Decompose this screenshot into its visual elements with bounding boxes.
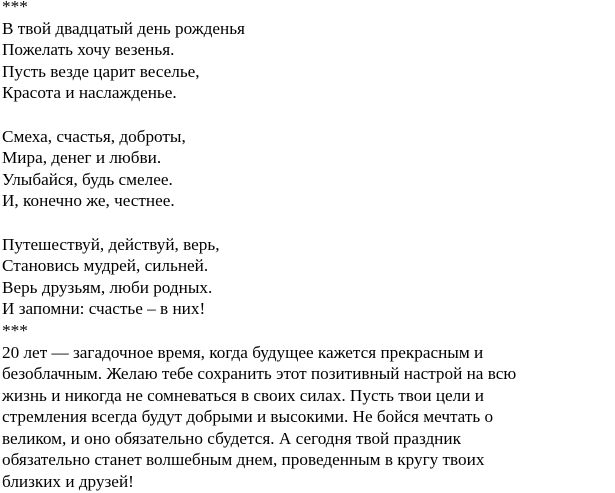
poem-line: И, конечно же, честнее.	[2, 191, 175, 211]
prose-paragraph	[2, 342, 562, 493]
poem-line: В твой двадцатый день рожденья	[2, 18, 245, 38]
poem-line: Путешествуй, действуй, верь,	[2, 234, 220, 254]
poem-line: Красота и наслажденье.	[2, 83, 177, 103]
document-body	[2, 0, 608, 493]
stanza-gap	[2, 212, 608, 234]
poem-line: Улыбайся, будь смелее.	[2, 169, 173, 189]
separator-bottom: ***	[2, 320, 28, 340]
poem-stanza-2	[2, 126, 608, 212]
prose-line: 20 лет — загадочное время, когда будущее кажется прекрасным и	[2, 342, 484, 362]
poem-stanza-3	[2, 234, 608, 320]
prose-line: близких и друзей!	[2, 472, 134, 492]
prose-line: жизнь и никогда не сомневаться в своих силах. Пусть твои цели и	[2, 385, 484, 405]
poem-line: Пусть везде царит веселье,	[2, 61, 200, 81]
prose-line: обязательно станет волшебным днем, проведенным в кругу твоих	[2, 450, 485, 470]
poem-line: Смеха, счастья, доброты,	[2, 126, 186, 146]
stanza-gap	[2, 104, 608, 126]
poem-stanza-1	[2, 18, 608, 104]
prose-line: стремления всегда будут добрыми и высокими. Не бойся мечтать о	[2, 407, 494, 427]
poem-line: Пожелать хочу везенья.	[2, 40, 175, 60]
prose-line: великом, и оно обязательно сбудется. А сегодня твой праздник	[2, 428, 461, 448]
separator-top: ***	[2, 0, 28, 16]
prose-line: безоблачным. Желаю тебе сохранить этот позитивный настрой на всю	[2, 364, 517, 384]
poem-line: Становись мудрей, сильней.	[2, 256, 209, 276]
poem-line: И запомни: счастье – в них!	[2, 299, 206, 319]
poem-line: Мира, денег и любви.	[2, 148, 162, 168]
poem-line: Верь друзьям, люби родных.	[2, 277, 213, 297]
